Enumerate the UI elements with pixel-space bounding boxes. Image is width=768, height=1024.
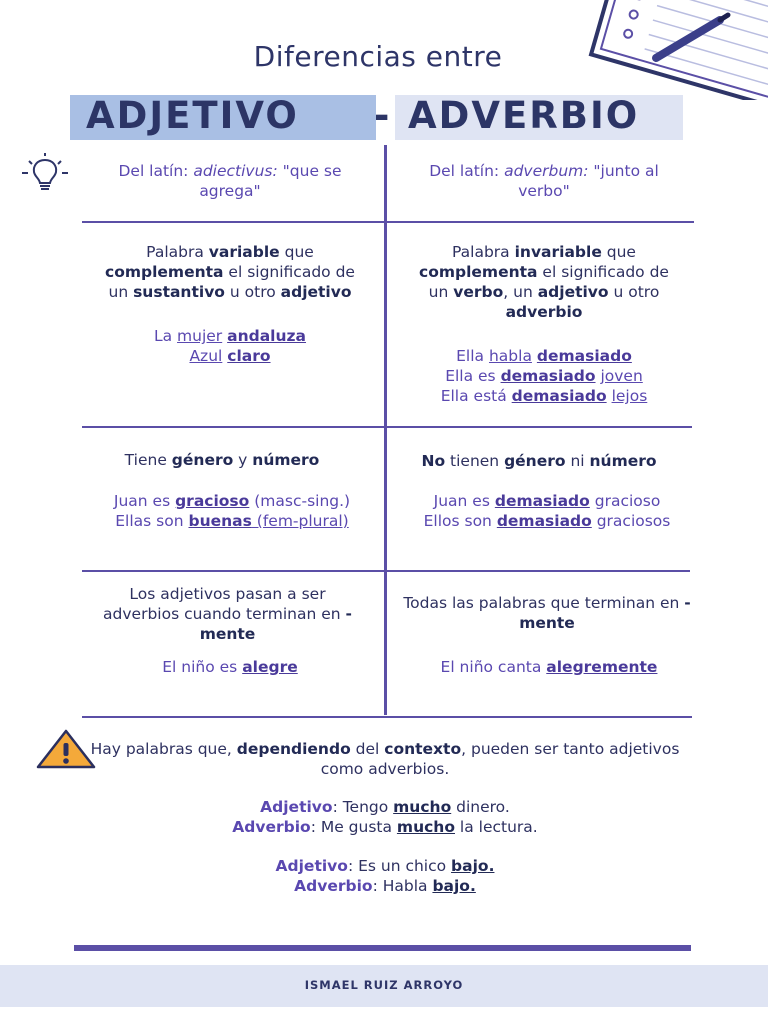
adjetivo-origin: Del latín: adiectivus: "que se agrega" [118,162,342,200]
example-line: Adverbio: Habla bajo. [294,877,476,895]
row-divider [82,570,690,572]
example-line: Ella está demasiado lejos [440,387,648,405]
author-footer: ISMAEL RUIZ ARROYO [0,965,768,1007]
adjetivo-gender-number: Tiene género y número [124,451,320,469]
column-divider [384,145,387,715]
adverbio-gender-number: No tienen género ni número [421,452,657,470]
example-line: Ella habla demasiado [456,347,632,365]
example-line: Adjetivo: Tengo mucho dinero. [260,798,510,816]
adverbio-origin: Del latín: adverbum: "junto al verbo" [429,162,659,200]
example-line: Ella es demasiado joven [445,367,643,385]
example-line: La mujer andaluza [153,327,307,345]
row-divider [82,716,692,718]
adverbio-gender-examples: Juan es demasiado gracioso Ellos son demasiado graciosos [423,492,671,530]
context-note: Hay palabras que, dependiendo del contexto, pueden ser tanto adjetivos como adverbios. Adjetivo: Tengo mucho dinero. Adverbio: Me gusta mucho la lectura. Adjetivo: Es un chico bajo. Adverbio: Habla bajo. [90,740,680,895]
adjetivo-mente-example: El niño es alegre [162,658,298,676]
example-line: Adjetivo: Es un chico bajo. [275,857,495,875]
warning-icon [35,728,97,770]
adverbio-mente: Todas las palabras que terminan en -mente [403,594,691,632]
footer-bar [74,945,691,951]
row-divider [82,221,694,223]
adjetivo-definition: Palabra variable que complementa el significado de un sustantivo u otro adjetivo La mujer andaluza Azul claro [95,242,365,366]
adjetivo-title: ADJETIVO [86,94,299,137]
example-line: Adverbio: Me gusta mucho la lectura. [232,818,538,836]
row-divider [82,426,692,428]
lightbulb-icon [20,152,70,192]
adverbio-mente-example: El niño canta alegremente [440,658,658,676]
adverbio-definition: Palabra invariable que complementa el significado de un verbo, un adjetivo u otro adverbio Ella habla demasiado Ella es demasiado joven Ella está demasiado lejos [408,242,680,406]
example-line: Azul claro [189,347,271,365]
adjetivo-gender-examples: Juan es gracioso (masc-sing.) Ellas son buenas (fem-plural) [113,492,351,530]
title-dash: - [374,94,392,137]
adjetivo-mente: Los adjetivos pasan a ser adverbios cuando terminan en -mente [103,585,352,643]
page-subtitle: Diferencias entre [253,40,503,73]
adverbio-title: ADVERBIO [408,94,640,137]
